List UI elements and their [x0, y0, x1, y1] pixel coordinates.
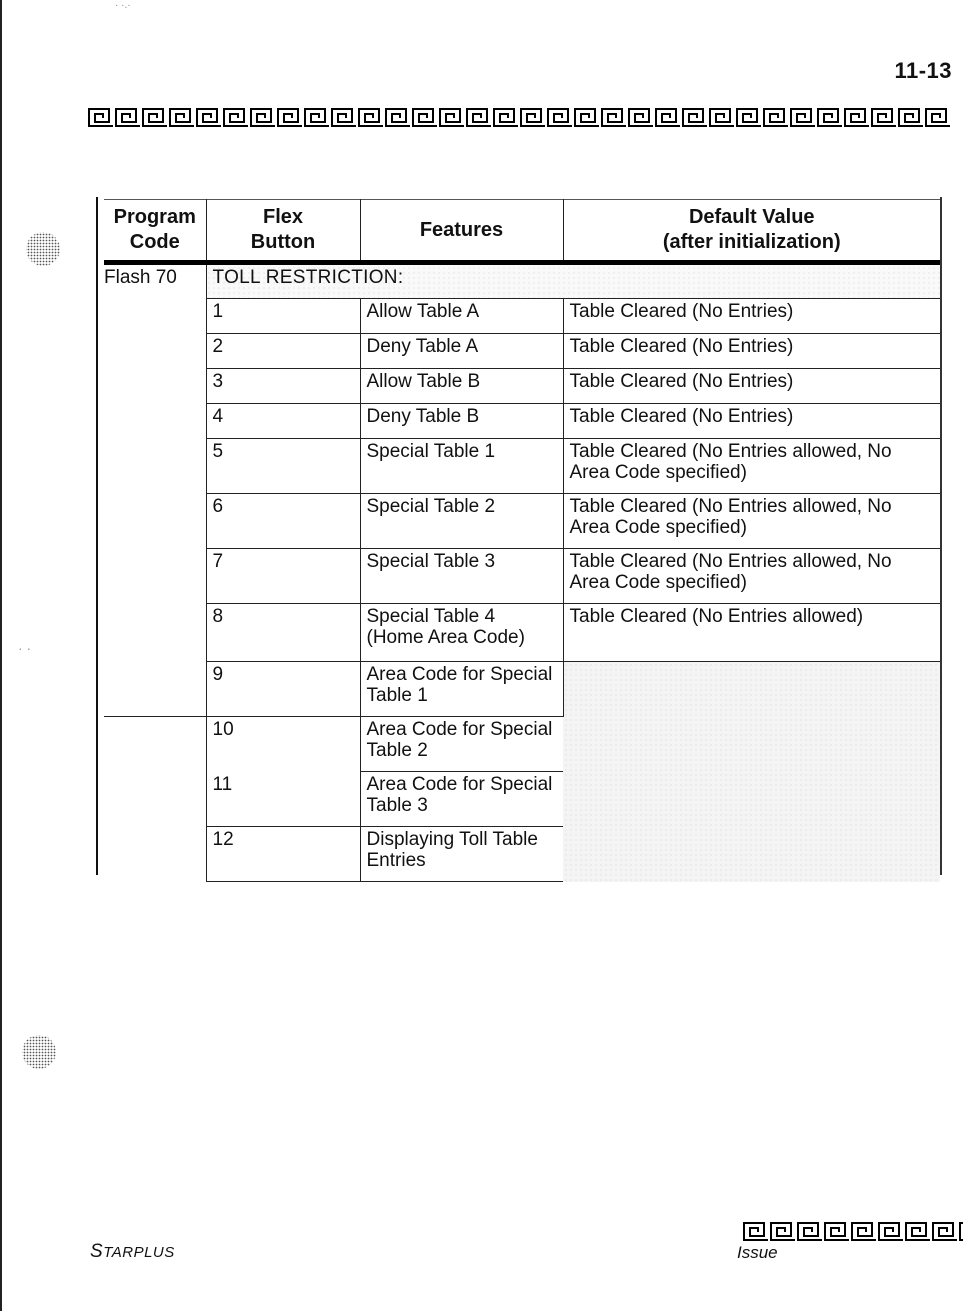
- scan-speck: · ·.·: [115, 0, 131, 11]
- default-cell-blank: [563, 662, 940, 882]
- table-row: [104, 549, 940, 604]
- program-table: [104, 199, 940, 882]
- flex-cell: 9: [206, 662, 360, 717]
- table-row: [104, 369, 940, 404]
- section-row: [104, 263, 940, 299]
- section-title: TOLL RESTRICTION:: [206, 263, 940, 299]
- greek-key-border: [742, 1220, 963, 1242]
- table-right-rule: [940, 197, 942, 875]
- flex-cell: 1: [206, 299, 360, 334]
- default-cell: Table Cleared (No Entries allowed, No Area Code specified): [563, 439, 940, 494]
- default-cell: Table Cleared (No Entries allowed, No Area Code specified): [563, 549, 940, 604]
- default-cell: Table Cleared (No Entries allowed): [563, 604, 940, 662]
- feature-cell: Deny Table B: [360, 404, 563, 439]
- flex-cell: 2: [206, 334, 360, 369]
- feature-cell: Allow Table B: [360, 369, 563, 404]
- header-features: Features: [360, 200, 563, 263]
- feature-cell: Special Table 4 (Home Area Code): [360, 604, 563, 662]
- footer-issue: Issue: [737, 1243, 778, 1262]
- table-row: [104, 334, 940, 369]
- flex-cell: 7: [206, 549, 360, 604]
- feature-cell: Allow Table A: [360, 299, 563, 334]
- flex-cell: 12: [206, 827, 360, 882]
- flex-cell: 3: [206, 369, 360, 404]
- header-default-value: Default Value (after initialization): [563, 200, 940, 263]
- default-cell: Table Cleared (No Entries): [563, 299, 940, 334]
- feature-cell: Area Code for Special Table 2: [360, 717, 563, 772]
- program-code-cell-blank: [104, 717, 206, 882]
- table-row: [104, 604, 940, 662]
- table-row: [104, 299, 940, 334]
- flex-cell: 4: [206, 404, 360, 439]
- default-cell: Table Cleared (No Entries): [563, 404, 940, 439]
- page-number: 11-13: [894, 58, 952, 83]
- feature-cell: Area Code for Special Table 1: [360, 662, 563, 717]
- table-header-row: [104, 200, 940, 263]
- feature-cell: Displaying Toll Table Entries: [360, 827, 563, 882]
- table-row: [104, 662, 940, 717]
- table-row: [104, 494, 940, 549]
- scan-speck: · ·: [18, 640, 32, 656]
- feature-cell: Deny Table A: [360, 334, 563, 369]
- program-code-cell: Flash 70: [104, 263, 206, 717]
- flex-cell: 5: [206, 439, 360, 494]
- default-cell: Table Cleared (No Entries): [563, 369, 940, 404]
- table-row: [104, 404, 940, 439]
- flex-cell: 8: [206, 604, 360, 662]
- feature-cell: Special Table 2: [360, 494, 563, 549]
- header-program-code: Program Code: [104, 200, 206, 263]
- greek-key-border: [87, 106, 951, 128]
- flex-cell: 10: [206, 717, 360, 772]
- default-cell: Table Cleared (No Entries): [563, 334, 940, 369]
- feature-cell: Special Table 3: [360, 549, 563, 604]
- feature-cell: Area Code for Special Table 3: [360, 772, 563, 827]
- header-flex-button: Flex Button: [206, 200, 360, 263]
- flex-cell: 6: [206, 494, 360, 549]
- page-left-edge: [0, 0, 2, 1311]
- default-cell: Table Cleared (No Entries allowed, No Area Code specified): [563, 494, 940, 549]
- table-row: [104, 439, 940, 494]
- table-left-rule: [96, 197, 98, 875]
- binder-hole-icon: [24, 230, 62, 268]
- binder-hole-icon: [20, 1033, 58, 1071]
- flex-cell: 11: [206, 772, 360, 827]
- footer-brand: STARPLUS: [90, 1241, 175, 1262]
- feature-cell: Special Table 1: [360, 439, 563, 494]
